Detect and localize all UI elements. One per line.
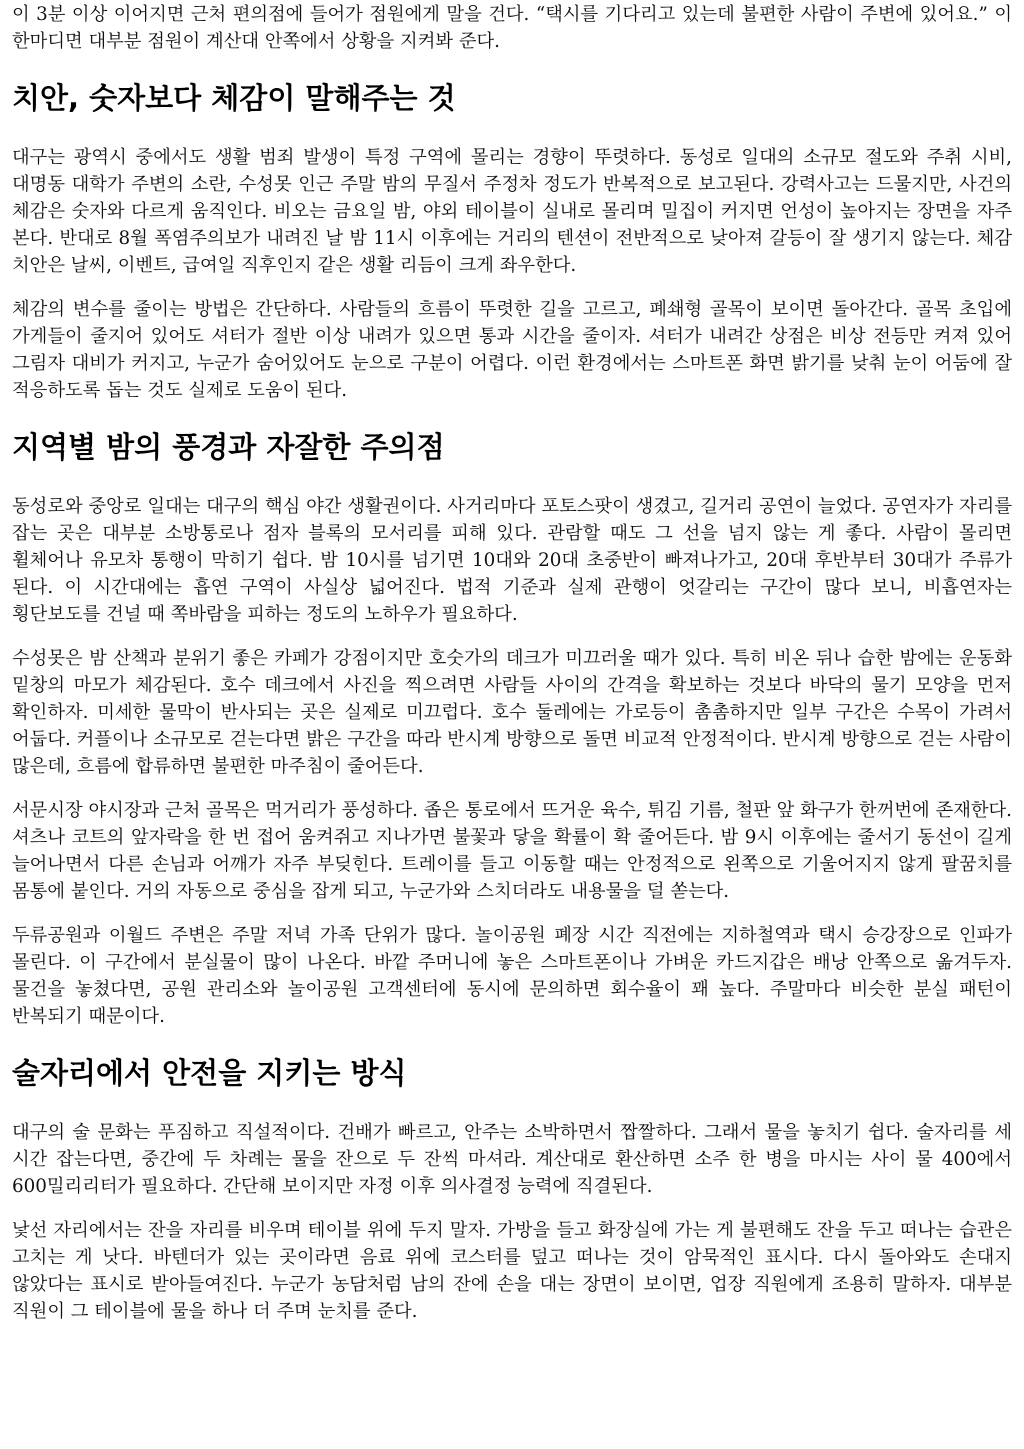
paragraph: 낯선 자리에서는 잔을 자리를 비우며 테이블 위에 두지 말자. 가방을 들고 화장실에 가는 게 불편해도 잔을 두고 떠나는 습관은 고치는 게 낫다. 바텐더가 있는 곳이라면 음료 위에 코스터를 덮고 떠나는 것이 암묵적인 표시다. 다시 돌아와도 손대지 않았다는 표시로 받아들여진다. 누군가 농담처럼 남의 잔에 손을 대는 장면이 보이면, 업장 직원에게 조용히 말하자. 대부분 직원이 그 테이블에 물을 하나 더 주며 눈치를 준다.	[12, 1220, 1012, 1322]
paragraph: 대구는 광역시 중에서도 생활 범죄 발생이 특정 구역에 몰리는 경향이 뚜렷하다. 동성로 일대의 소규모 절도와 주취 시비, 대명동 대학가 주변의 소란, 수성못 인근 주말 밤의 무질서 주정차 정도가 반복적으로 보고된다. 강력사고는 드물지만, 사건의 체감은 숫자와 다르게 움직인다. 비오는 금요일 밤, 야외 테이블이 실내로 몰리며 밀집이 커지면 언성이 높아지는 장면을 자주 본다. 반대로 8월 폭염주의보가 내려진 날 밤 11시 이후에는 거리의 텐션이 전반적으로 낮아져 갈등이 잘 생기지 않는다. 체감 치안은 날씨, 이벤트, 급여일 직후인지 같은 생활 리듬이 크게 좌우한다.	[12, 147, 1012, 276]
paragraph: 서문시장 야시장과 근처 골목은 먹거리가 풍성하다. 좁은 통로에서 뜨거운 육수, 튀김 기름, 철판 앞 화구가 한꺼번에 존재한다. 셔츠나 코트의 앞자락을 한 번 접어 움켜쥐고 지나가면 불꽃과 닿을 확률이 확 줄어든다. 밤 9시 이후에는 줄서기 동선이 길게 늘어나면서 다른 손님과 어깨가 자주 부딪힌다. 트레이를 들고 이동할 때는 안정적으로 왼쪽으로 기울어지지 않게 팔꿈치를 몸통에 붙인다. 거의 자동으로 중심을 잡게 되고, 누군가와 스치더라도 내용물을 덜 쏟는다.	[12, 800, 1012, 902]
section-heading: 지역별 밤의 풍경과 자잘한 주의점	[12, 430, 445, 464]
paragraph: 수성못은 밤 산책과 분위기 좋은 카페가 강점이지만 호숫가의 데크가 미끄러울 때가 있다. 특히 비온 뒤나 습한 밤에는 운동화 밑창의 마모가 체감된다. 호수 데크에서 사진을 찍으려면 사람들 사이의 간격을 확보하는 것보다 바닥의 물기 모양을 먼저 확인하자. 미세한 물막이 반사되는 곳은 실제로 미끄럽다. 호수 둘레에는 가로등이 촘촘하지만 일부 구간은 수목이 가려서 어둡다. 커플이나 소규모로 걷는다면 밝은 구간을 따라 반시계 방향으로 돌면 비교적 안정적이다. 반시계 방향으로 걷는 사람이 많은데, 흐름에 합류하면 불편한 마주침이 줄어든다.	[12, 648, 1012, 777]
section-heading: 술자리에서 안전을 지키는 방식	[12, 1056, 407, 1090]
paragraph: 두류공원과 이월드 주변은 주말 저녁 가족 단위가 많다. 놀이공원 폐장 시간 직전에는 지하철역과 택시 승강장으로 인파가 몰린다. 이 구간에서 분실물이 많이 나온다. 바깥 주머니에 놓은 스마트폰이나 가벼운 카드지갑은 배낭 안쪽으로 옮겨두자. 물건을 놓쳤다면, 공원 관리소와 놀이공원 고객센터에 동시에 문의하면 회수율이 꽤 높다. 주말마다 비슷한 분실 패턴이 반복되기 때문이다.	[12, 925, 1012, 1027]
section-drinking-safety	[12, 1053, 1012, 1325]
article	[0, 1, 1024, 1325]
paragraph: 대구의 술 문화는 푸짐하고 직설적이다. 건배가 빠르고, 안주는 소박하면서 짭짤하다. 그래서 물을 놓치기 쉽다. 술자리를 세 시간 잡는다면, 중간에 두 차례는 물을 잔으로 두 잔씩 마셔라. 계산대로 환산하면 소주 한 병을 마시는 사이 물 400에서 600밀리리터가 필요하다. 간단해 보이지만 자정 이후 의사결정 능력에 직결된다.	[12, 1122, 1012, 1197]
section-safety-perception	[12, 78, 1012, 404]
section-heading: 치안, 숫자보다 체감이 말해주는 것	[12, 81, 456, 115]
intro-paragraph: 이 3분 이상 이어지면 근처 편의점에 들어가 점원에게 말을 건다. “택시를 기다리고 있는데 불편한 사람이 주변에 있어요.” 이 한마디면 대부분 점원이 계산대 안쪽에서 상황을 지켜봐 준다.	[12, 4, 1012, 52]
section-night-scenes	[12, 427, 1012, 1030]
paragraph: 동성로와 중앙로 일대는 대구의 핵심 야간 생활권이다. 사거리마다 포토스팟이 생겼고, 길거리 공연이 늘었다. 공연자가 자리를 잡는 곳은 대부분 소방통로나 점자 블록의 모서리를 피해 있다. 관람할 때도 그 선을 넘지 않는 게 좋다. 사람이 몰리면 휠체어나 유모차 통행이 막히기 쉽다. 밤 10시를 넘기면 10대와 20대 초중반이 빠져나가고, 20대 후반부터 30대가 주류가 된다. 이 시간대에는 흡연 구역이 사실상 넓어진다. 법적 기준과 실제 관행이 엇갈리는 구간이 많다 보니, 비흡연자는 횡단보도를 건널 때 쪽바람을 피하는 정도의 노하우가 필요하다.	[12, 496, 1012, 625]
paragraph: 체감의 변수를 줄이는 방법은 간단하다. 사람들의 흐름이 뚜렷한 길을 고르고, 폐쇄형 골목이 보이면 돌아간다. 골목 초입에 가게들이 줄지어 있어도 셔터가 절반 이상 내려가 있으면 통과 시간을 줄이자. 셔터가 내려간 상점은 비상 전등만 켜져 있어 그림자 대비가 커지고, 누군가 숨어있어도 눈으로 구분이 어렵다. 이런 환경에서는 스마트폰 화면 밝기를 낮춰 눈이 어둠에 잘 적응하도록 돕는 것도 실제로 도움이 된다.	[12, 299, 1012, 401]
